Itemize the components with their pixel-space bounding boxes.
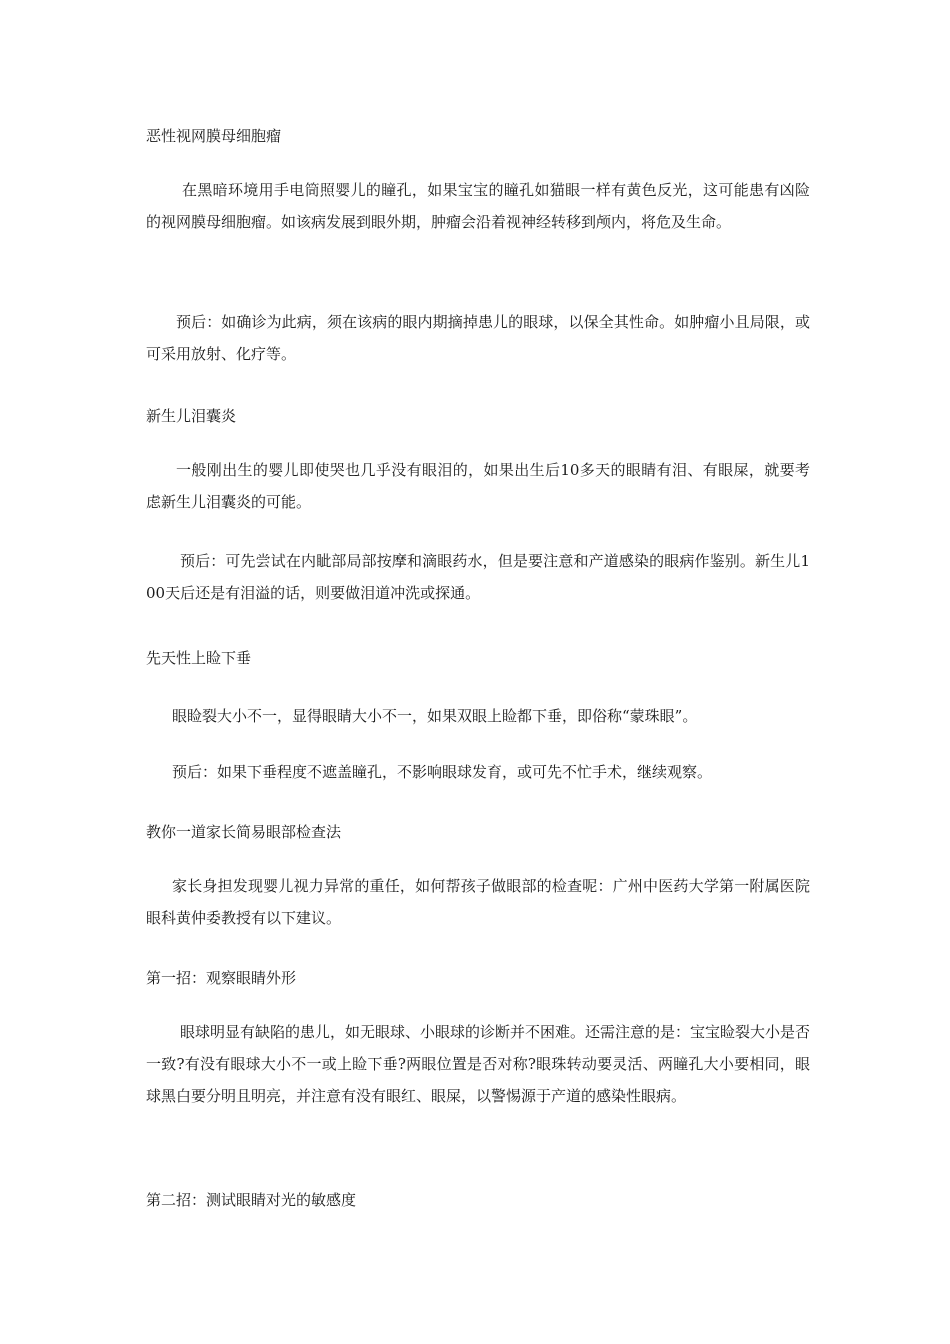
section-heading-dacryocystitis: 新生儿泪囊炎: [146, 407, 237, 425]
paragraph-home-eye-check-intro: 家长身担发现婴儿视力异常的重任，如何帮孩子做眼部的检查呢：广州中医药大学第一附属医院眼科黄仲委教授有以下建议。: [146, 877, 810, 927]
paragraph-ptosis-prognosis: 预后：如果下垂程度不遮盖瞳孔，不影响眼球发育，或可先不忙手术，继续观察。: [172, 763, 713, 781]
section-heading-home-eye-check: 教你一道家长简易眼部检查法: [146, 823, 342, 841]
paragraph-step-one-details: 眼球明显有缺陷的患儿，如无眼球、小眼球的诊断并不困难。还需注意的是：宝宝睑裂大小是否一致?有没有眼球大小不一或上睑下垂?两眼位置是否对称?眼珠转动要灵活、两瞳孔大小要相同，眼球黑白要分明且明亮，并注意有没有眼红、眼屎，以警惕源于产道的感染性眼病。: [146, 1023, 811, 1105]
paragraph-dacryocystitis-prognosis: 预后：可先尝试在内眦部局部按摩和滴眼药水，但是要注意和产道感染的眼病作鉴别。新生儿100天后还是有泪溢的话，则要做泪道冲洗或探通。: [146, 552, 810, 602]
paragraph-retinoblastoma-prognosis: 预后：如确诊为此病，须在该病的眼内期摘掉患儿的眼球，以保全其性命。如肿瘤小且局限，或可采用放射、化疗等。: [146, 313, 810, 363]
section-heading-step-one: 第一招：观察眼睛外形: [146, 969, 297, 987]
paragraph-ptosis-description: 眼睑裂大小不一，显得眼睛大小不一，如果双眼上睑都下垂，即俗称“蒙珠眼”。: [172, 707, 698, 725]
section-heading-ptosis: 先天性上睑下垂: [146, 649, 252, 667]
paragraph-retinoblastoma-description: 在黑暗环境用手电筒照婴儿的瞳孔，如果宝宝的瞳孔如猫眼一样有黄色反光，这可能患有凶险的视网膜母细胞瘤。如该病发展到眼外期，肿瘤会沿着视神经转移到颅内，将危及生命。: [146, 181, 810, 231]
paragraph-dacryocystitis-description: 一般刚出生的婴儿即使哭也几乎没有眼泪的，如果出生后10多天的眼睛有泪、有眼屎，就要考虑新生儿泪囊炎的可能。: [146, 461, 810, 511]
section-heading-retinoblastoma: 恶性视网膜母细胞瘤: [146, 127, 282, 145]
section-heading-step-two: 第二招：测试眼睛对光的敏感度: [146, 1191, 357, 1209]
